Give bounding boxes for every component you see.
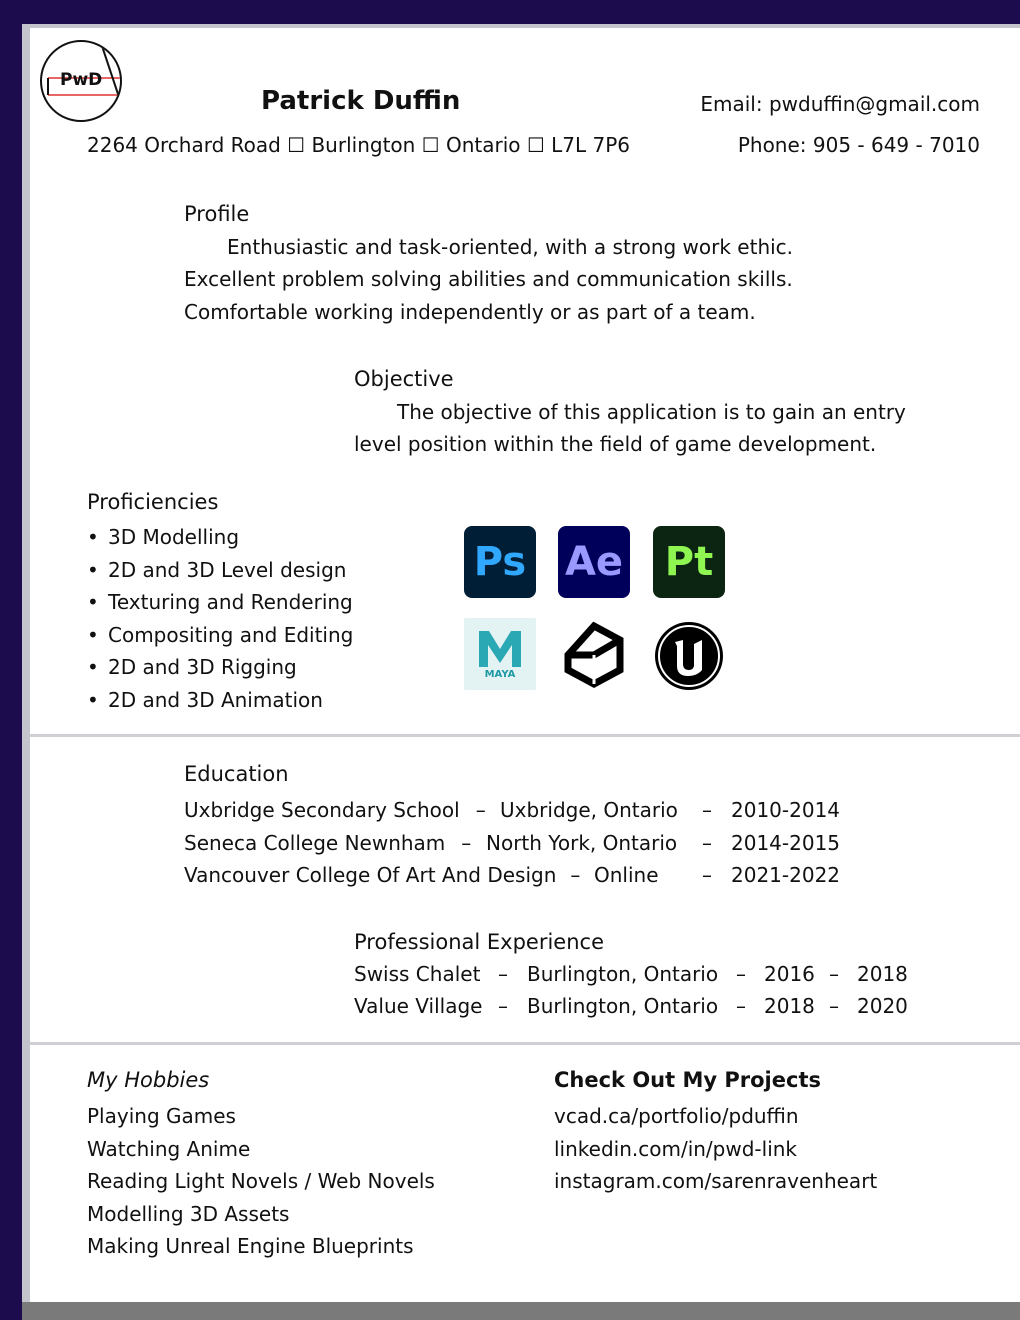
unity-logo-icon: [558, 618, 630, 690]
maya-m-icon: [477, 627, 523, 669]
employer-location: Burlington, Ontario: [527, 994, 719, 1018]
separator: –: [475, 798, 486, 822]
end-year: 2018: [857, 962, 908, 986]
table-row: [184, 798, 841, 824]
separator: –: [498, 994, 508, 1018]
list-item: Playing Games: [87, 1104, 236, 1128]
profile-line: Excellent problem solving abilities and communication skills.: [184, 267, 793, 291]
table-row: [354, 962, 908, 988]
profile-line: Enthusiastic and task-oriented, with a strong work ethic.: [227, 235, 794, 259]
unreal-logo-icon: [653, 620, 725, 692]
employer-name: Swiss Chalet: [354, 962, 481, 986]
separator: –: [829, 962, 839, 986]
separator: –: [570, 863, 581, 887]
school-years: 2014-2015: [731, 831, 841, 855]
separator: –: [829, 994, 839, 1018]
list-item: Reading Light Novels / Web Novels: [87, 1169, 435, 1193]
separator: –: [702, 798, 712, 822]
objective-heading: Objective: [354, 367, 454, 391]
start-year: 2018: [764, 994, 815, 1018]
list-item: • 3D Modelling: [87, 525, 353, 558]
bottom-frame-bar: [22, 1302, 1020, 1320]
substance-painter-icon-label: Pt: [664, 539, 714, 585]
list-item: • 2D and 3D Rigging: [87, 655, 353, 688]
substance-painter-icon: [653, 526, 725, 598]
linkedin-link[interactable]: linkedin.com/in/pwd-link: [554, 1137, 798, 1161]
after-effects-icon-label: Ae: [564, 539, 624, 585]
separator: –: [736, 994, 746, 1018]
unity-icon: [558, 618, 630, 690]
pwd-logo: [40, 40, 122, 122]
start-year: 2016: [764, 962, 815, 986]
after-effects-icon: [558, 526, 630, 598]
list-item: Making Unreal Engine Blueprints: [87, 1234, 414, 1258]
portfolio-link[interactable]: vcad.ca/portfolio/pduffin: [554, 1104, 799, 1128]
section-divider: [30, 1042, 1020, 1045]
school-name: Uxbridge Secondary School: [184, 798, 460, 822]
separator: –: [736, 962, 746, 986]
profile-heading: Profile: [184, 202, 250, 226]
objective-line: level position within the field of game development.: [354, 432, 877, 456]
unreal-engine-icon: [653, 620, 725, 692]
table-row: [184, 831, 841, 857]
hobbies-heading: My Hobbies: [87, 1068, 210, 1092]
list-item: • Compositing and Editing: [87, 623, 353, 656]
list-item: Modelling 3D Assets: [87, 1202, 290, 1226]
projects-heading: Check Out My Projects: [554, 1068, 821, 1092]
list-item: • Texturing and Rendering: [87, 590, 353, 623]
school-years: 2021-2022: [731, 863, 841, 887]
list-item: • 2D and 3D Animation: [87, 688, 353, 721]
address-text: 2264 Orchard Road ☐ Burlington ☐ Ontario ☐ L7L 7P6: [87, 133, 631, 157]
left-frame-bar: [0, 0, 22, 1320]
school-location: Uxbridge, Ontario: [500, 798, 678, 822]
separator: –: [702, 831, 712, 855]
education-heading: Education: [184, 762, 289, 786]
employer-location: Burlington, Ontario: [527, 962, 719, 986]
school-name: Seneca College Newnham: [184, 831, 446, 855]
proficiencies-list: [87, 525, 353, 720]
separator: –: [498, 962, 508, 986]
objective-line: The objective of this application is to gain an entry: [397, 400, 906, 424]
logo-text: PwD: [60, 70, 103, 90]
maya-icon-label: MAYA: [484, 669, 516, 680]
list-item: Watching Anime: [87, 1137, 251, 1161]
maya-icon: [464, 618, 536, 690]
instagram-link[interactable]: instagram.com/sarenravenheart: [554, 1169, 878, 1193]
proficiencies-heading: Proficiencies: [87, 490, 219, 514]
table-row: [354, 994, 908, 1020]
school-location: North York, Ontario: [486, 831, 678, 855]
list-item: • 2D and 3D Level design: [87, 558, 353, 591]
school-name: Vancouver College Of Art And Design: [184, 863, 557, 887]
email-text: Email: pwduffin@gmail.com: [700, 92, 980, 116]
separator: –: [702, 863, 712, 887]
section-divider: [30, 734, 1020, 737]
experience-heading: Professional Experience: [354, 930, 604, 954]
applicant-name: Patrick Duffin: [261, 86, 461, 116]
photoshop-icon-label: Ps: [473, 539, 527, 585]
table-row: [184, 863, 841, 889]
phone-text: Phone: 905 - 649 - 7010: [737, 133, 980, 157]
school-years: 2010-2014: [731, 798, 841, 822]
profile-line: Comfortable working independently or as part of a team.: [184, 300, 756, 324]
school-location: Online: [594, 863, 659, 887]
employer-name: Value Village: [354, 994, 483, 1018]
top-frame-bar: [0, 0, 1020, 24]
photoshop-icon: [464, 526, 536, 598]
end-year: 2020: [857, 994, 908, 1018]
separator: –: [461, 831, 472, 855]
